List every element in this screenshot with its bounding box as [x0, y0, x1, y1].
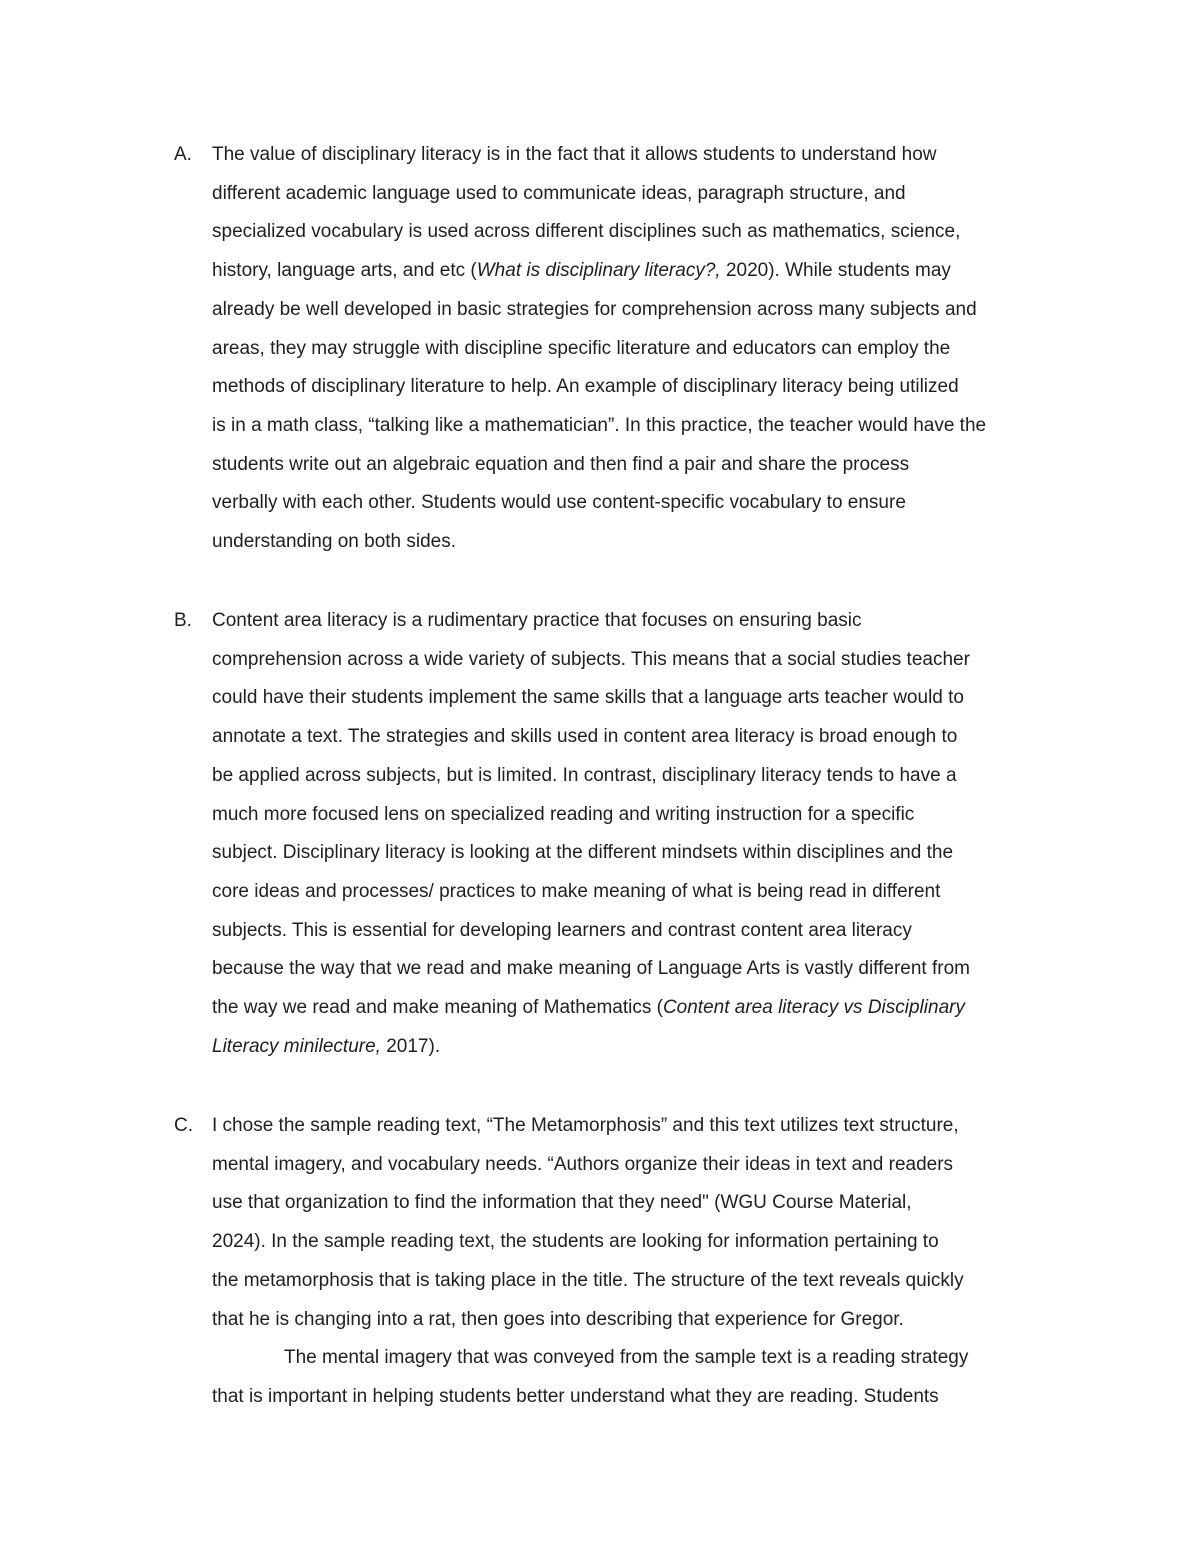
- text-fragment: that he is changing into a rat, then goes into describing that experience for Gregor.: [212, 1308, 904, 1330]
- text-fragment: specialized vocabulary is used across different disciplines such as mathematics, science,: [212, 221, 961, 243]
- text-fragment: 2024). In the sample reading text, the students are looking for information pertaining to: [212, 1231, 939, 1253]
- text-fragment: annotate a text. The strategies and skills used in content area literacy is broad enough to: [212, 726, 958, 748]
- text-line: [212, 912, 1074, 951]
- text-line: [212, 407, 1074, 446]
- text-fragment: the metamorphosis that is taking place in the title. The structure of the text reveals quickly: [212, 1269, 964, 1291]
- text-line: [212, 1184, 1074, 1223]
- text-line: [212, 834, 1074, 873]
- text-line: [212, 523, 1074, 562]
- text-line: [212, 330, 1074, 369]
- text-line: [212, 291, 1074, 330]
- text-fragment: different academic language used to communicate ideas, paragraph structure, and: [212, 182, 906, 204]
- text-fragment: areas, they may struggle with discipline specific literature and educators can employ the: [212, 337, 951, 359]
- text-line: [212, 1262, 1074, 1301]
- text-fragment: I chose the sample reading text, “The Metamorphosis” and this text utilizes text structure,: [212, 1115, 959, 1136]
- text-fragment: already be well developed in basic strategies for comprehension across many subjects and: [212, 298, 977, 320]
- text-line: [212, 989, 1074, 1028]
- text-fragment: the way we read and make meaning of Mathematics (: [212, 997, 663, 1019]
- citation-title: What is disciplinary literacy?,: [476, 260, 721, 282]
- section-b: [174, 602, 1074, 1066]
- text-fragment: much more focused lens on specialized reading and writing instruction for a specific: [212, 803, 915, 825]
- text-fragment: because the way that we read and make meaning of Language Arts is vastly different from: [212, 958, 970, 980]
- text-line: [212, 1107, 1074, 1146]
- list-marker: A.: [174, 144, 192, 165]
- text-line: [212, 213, 1074, 252]
- text-line: [212, 1378, 1074, 1417]
- text-line: [212, 1301, 1074, 1340]
- text-fragment: subjects. This is essential for developing learners and contrast content area literacy: [212, 919, 912, 941]
- text-line: [212, 1339, 1074, 1378]
- text-fragment: 2020). While students may: [720, 260, 951, 282]
- text-fragment: comprehension across a wide variety of subjects. This means that a social studies teacher: [212, 648, 970, 670]
- section-a-text: [212, 136, 1074, 562]
- text-fragment: history, language arts, and etc (: [212, 260, 477, 282]
- text-fragment: understanding on both sides.: [212, 531, 457, 553]
- text-line: [212, 368, 1074, 407]
- text-fragment: students write out an algebraic equation and then find a pair and share the process: [212, 453, 910, 475]
- text-line: [212, 484, 1074, 523]
- text-fragment: The value of disciplinary literacy is in the fact that it allows students to understand how: [212, 144, 937, 165]
- text-line: [212, 796, 1074, 835]
- citation-title: Literacy minilecture,: [212, 1035, 381, 1057]
- text-line: [212, 175, 1074, 214]
- text-line: [212, 1028, 1074, 1067]
- text-fragment: Content area literacy is a rudimentary practice that focuses on ensuring basic: [212, 610, 862, 631]
- text-fragment: verbally with each other. Students would use content-specific vocabulary to ensure: [212, 492, 906, 514]
- text-fragment: use that organization to find the information that they need" (WGU Course Material,: [212, 1192, 912, 1214]
- text-line: [212, 136, 1074, 175]
- text-fragment: that is important in helping students better understand what they are reading. Students: [212, 1385, 939, 1407]
- text-fragment: be applied across subjects, but is limited. In contrast, disciplinary literacy tends to have a: [212, 764, 957, 786]
- text-fragment: subject. Disciplinary literacy is looking at the different mindsets within disciplines and the: [212, 842, 954, 864]
- text-line: [212, 641, 1074, 680]
- text-fragment: mental imagery, and vocabulary needs. “Authors organize their ideas in text and readers: [212, 1153, 954, 1175]
- section-c: [174, 1107, 1074, 1417]
- text-line: [212, 1223, 1074, 1262]
- text-line: [212, 718, 1074, 757]
- text-fragment: could have their students implement the same skills that a language arts teacher would to: [212, 687, 964, 709]
- text-line: [212, 446, 1074, 485]
- text-fragment: The mental imagery that was conveyed from the sample text is a reading strategy: [284, 1347, 969, 1369]
- text-fragment: is in a math class, “talking like a mathematician”. In this practice, the teacher would have the: [212, 414, 987, 436]
- text-line: [212, 602, 1074, 641]
- text-line: [212, 679, 1074, 718]
- list-marker: B.: [174, 610, 192, 631]
- text-line: [212, 1146, 1074, 1185]
- section-b-text: [212, 602, 1074, 1066]
- text-fragment: methods of disciplinary literature to help. An example of disciplinary literacy being utilized: [212, 376, 959, 398]
- text-line: [212, 873, 1074, 912]
- text-line: [212, 252, 1074, 291]
- citation-title: Content area literacy vs Disciplinary: [662, 997, 965, 1019]
- text-fragment: core ideas and processes/ practices to make meaning of what is being read in different: [212, 880, 941, 902]
- text-line: [212, 950, 1074, 989]
- text-fragment: 2017).: [380, 1035, 441, 1057]
- section-a: [174, 136, 1074, 562]
- section-c-text: [212, 1107, 1074, 1417]
- text-line: [212, 757, 1074, 796]
- list-marker: C.: [174, 1115, 193, 1136]
